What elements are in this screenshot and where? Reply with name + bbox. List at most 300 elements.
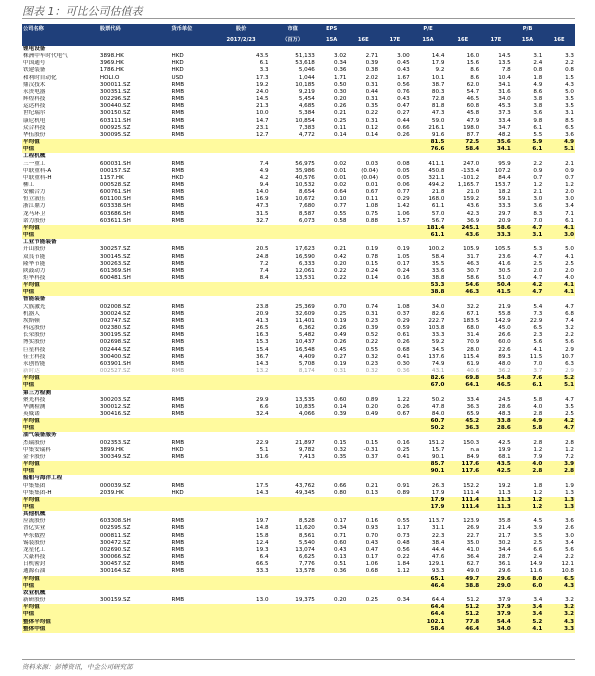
- table-cell: 1.08: [397, 303, 410, 310]
- table-cell: 41.3: [256, 317, 269, 324]
- table-cell: 0.05: [397, 174, 410, 181]
- table-cell: [480, 390, 512, 397]
- table-cell: 0.67: [365, 189, 379, 196]
- table-cell: 129.1: [428, 561, 445, 568]
- table-cell: 2.02: [365, 74, 379, 81]
- column-header: 17E: [379, 35, 411, 46]
- table-cell: [379, 239, 411, 246]
- table-cell: 0.31: [365, 81, 379, 88]
- table-cell: 0.26: [333, 339, 347, 346]
- table-cell: 12.7: [256, 131, 269, 138]
- table-cell: 26.5: [256, 325, 269, 332]
- table-cell: 4.9: [543, 139, 575, 146]
- table-cell: 5,482: [298, 332, 315, 339]
- table-cell: [480, 432, 512, 439]
- table-row: [22, 525, 575, 532]
- table-cell: RMB: [171, 597, 185, 604]
- table-cell: [171, 619, 213, 626]
- column-header: [379, 24, 411, 35]
- table-cell: 1.17: [397, 525, 410, 532]
- table-cell: 0.7: [565, 174, 574, 181]
- table-cell: [270, 511, 316, 518]
- table-cell: [171, 504, 213, 511]
- table-cell: 船舶与海洋工程: [23, 475, 63, 482]
- table-cell: [445, 390, 480, 397]
- table-cell: 28.7: [498, 554, 511, 561]
- table-cell: 300472.SZ: [99, 539, 131, 546]
- table-cell: RMB: [171, 167, 185, 174]
- table-cell: 181.4: [411, 225, 446, 232]
- table-cell: 7.9: [533, 453, 543, 460]
- table-cell: 中集集团: [23, 482, 46, 489]
- table-cell: 46.5: [480, 382, 512, 389]
- table-cell: HKD: [171, 174, 184, 181]
- table-cell: [411, 296, 446, 303]
- table-cell: 22.9: [529, 317, 543, 324]
- table-cell: 23.8: [256, 303, 269, 310]
- table-cell: 中值: [22, 583, 99, 590]
- table-cell: [316, 139, 348, 146]
- table-cell: 7.0: [533, 360, 543, 367]
- column-header: [171, 35, 213, 46]
- table-cell: 64.4: [411, 611, 446, 618]
- table-cell: 67.1: [466, 310, 480, 317]
- table-cell: 000039.SZ: [99, 482, 131, 489]
- table-cell: RMB: [171, 181, 185, 188]
- table-cell: 32.7: [256, 217, 269, 224]
- table-cell: 0.20: [333, 260, 347, 267]
- table-cell: [99, 418, 171, 425]
- table-row: [22, 67, 575, 74]
- table-cell: 600481.SH: [99, 275, 131, 281]
- table-cell: [379, 583, 411, 590]
- table-cell: 平均值: [22, 461, 99, 468]
- table-cell: [171, 382, 213, 389]
- table-cell: 4.5: [533, 518, 543, 525]
- table-cell: [316, 583, 348, 590]
- table-cell: [347, 475, 379, 482]
- table-cell: 0.27: [397, 110, 410, 117]
- table-cell: 603308.SH: [99, 518, 131, 525]
- section-row: [22, 153, 575, 160]
- table-cell: 其他机械: [23, 511, 46, 518]
- table-cell: 16.3: [256, 332, 269, 339]
- table-row: [22, 82, 575, 89]
- table-cell: 54.8: [480, 375, 512, 382]
- table-cell: 中值: [22, 504, 99, 511]
- table-cell: [171, 497, 213, 504]
- table-cell: [379, 497, 411, 504]
- table-cell: 6.1: [259, 60, 269, 67]
- table-cell: 601369.SH: [99, 267, 131, 274]
- table-cell: 87.7: [466, 131, 480, 138]
- table-cell: 17.3: [256, 74, 269, 81]
- table-cell: 3.5: [565, 96, 574, 103]
- table-cell: 0.49: [365, 410, 379, 417]
- table-cell: RMB: [171, 103, 185, 110]
- table-cell: [171, 475, 213, 482]
- table-cell: [411, 511, 446, 518]
- table-cell: 6.4: [259, 554, 269, 561]
- table-cell: [512, 511, 544, 518]
- table-cell: [512, 153, 544, 160]
- table-cell: 1.2: [533, 446, 543, 453]
- table-cell: 002595.SZ: [99, 525, 131, 532]
- table-cell: 76.6: [411, 146, 446, 153]
- table-cell: 34.0: [498, 96, 511, 103]
- table-cell: RMB: [171, 196, 185, 203]
- table-cell: 2.2: [533, 160, 543, 167]
- table-cell: 137.6: [428, 353, 445, 360]
- table-cell: 3.4: [565, 539, 574, 546]
- table-cell: 0.34: [333, 525, 347, 532]
- table-cell: [316, 382, 348, 389]
- table-cell: 58.4: [445, 146, 480, 153]
- table-cell: [512, 46, 544, 53]
- table-cell: [316, 511, 348, 518]
- table-cell: 30.5: [498, 267, 511, 274]
- table-cell: 2.5: [533, 539, 543, 546]
- table-cell: [411, 432, 446, 439]
- table-cell: RMB: [171, 131, 185, 138]
- table-cell: 0.55: [397, 518, 410, 525]
- table-cell: [379, 425, 411, 432]
- table-row: [22, 182, 575, 189]
- table-cell: 57.0: [431, 210, 445, 217]
- table-cell: 47.9: [466, 117, 480, 124]
- table-row: [22, 125, 575, 132]
- table-cell: [347, 232, 379, 239]
- column-header: 2017/2/23: [213, 35, 270, 46]
- table-cell: 7,413: [298, 453, 315, 460]
- table-cell: 11.3: [498, 489, 511, 496]
- table-cell: 84.0: [431, 410, 445, 417]
- table-cell: [411, 46, 446, 53]
- table-cell: 0.91: [397, 482, 410, 489]
- table-cell: [171, 146, 213, 153]
- table-cell: [171, 153, 213, 160]
- table-cell: 34.4: [498, 546, 511, 553]
- table-cell: [213, 225, 270, 232]
- table-cell: 0.68: [365, 568, 379, 575]
- table-cell: 运达科技: [23, 103, 46, 110]
- table-cell: 6.1: [533, 124, 543, 131]
- table-cell: 4.7: [565, 303, 574, 310]
- table-cell: [270, 375, 316, 382]
- table-cell: 0.29: [397, 317, 410, 324]
- table-cell: 42.5: [480, 468, 512, 475]
- table-cell: [270, 418, 316, 425]
- table-cell: [171, 375, 213, 382]
- table-cell: 0.39: [333, 410, 347, 417]
- table-cell: 6.3: [565, 360, 574, 367]
- table-cell: 7.0: [533, 217, 543, 224]
- table-row: [22, 53, 575, 60]
- table-cell: 0.34: [333, 60, 347, 67]
- table-cell: [99, 225, 171, 232]
- table-cell: 5.6: [533, 339, 543, 346]
- table-cell: 3.1: [512, 232, 544, 239]
- table-cell: 0.20: [333, 96, 347, 103]
- table-cell: 25,369: [295, 303, 315, 310]
- median-row: [22, 504, 575, 511]
- table-cell: 20.5: [256, 246, 269, 253]
- table-cell: [270, 390, 316, 397]
- column-header: 公司名称: [22, 24, 99, 35]
- table-cell: 3.3: [565, 53, 574, 60]
- table-cell: 杰瑞股份: [23, 439, 46, 446]
- table-cell: [171, 604, 213, 611]
- table-cell: 67.0: [411, 382, 446, 389]
- table-cell: [379, 146, 411, 153]
- table-cell: 3.6: [565, 518, 574, 525]
- table-cell: 53.3: [411, 282, 446, 289]
- table-cell: 0.24: [365, 267, 379, 274]
- table-cell: [445, 432, 480, 439]
- table-cell: 0.56: [397, 81, 410, 88]
- table-cell: 000811.SZ: [99, 532, 131, 539]
- table-cell: 152.2: [463, 482, 480, 489]
- table-cell: 21.8: [431, 189, 445, 196]
- table-cell: 2.9: [565, 368, 574, 375]
- table-cell: 0.76: [397, 88, 410, 95]
- table-cell: 90.1: [411, 468, 446, 475]
- table-cell: 0.13: [365, 489, 379, 496]
- table-row: [22, 254, 575, 261]
- table-cell: 4.0: [533, 403, 543, 410]
- table-cell: 14.5: [498, 53, 511, 60]
- table-cell: 8.4: [259, 275, 269, 281]
- table-row: [22, 75, 575, 82]
- table-cell: 0.60: [333, 396, 347, 403]
- table-cell: 6,073: [298, 217, 315, 224]
- table-cell: 大豪科技: [23, 554, 46, 561]
- table-cell: [99, 382, 171, 389]
- table-cell: 埃斯顿: [23, 317, 40, 324]
- table-cell: RMB: [171, 217, 185, 224]
- table-cell: 59.0: [431, 117, 445, 124]
- table-cell: 35.6: [480, 139, 512, 146]
- table-cell: 0.25: [397, 446, 410, 453]
- table-cell: [379, 418, 411, 425]
- table-cell: 开山股份: [23, 246, 46, 253]
- table-cell: HKD: [171, 53, 184, 60]
- table-cell: 0.01: [333, 174, 347, 181]
- table-cell: 603686.SH: [99, 210, 131, 217]
- column-header: 市值: [270, 24, 316, 35]
- table-cell: 50.2: [431, 396, 445, 403]
- table-cell: 300257.SZ: [99, 246, 131, 253]
- table-cell: 4.2: [512, 282, 544, 289]
- table-cell: [213, 504, 270, 511]
- table-cell: 0.31: [333, 368, 347, 375]
- table-cell: 107.2: [494, 167, 511, 174]
- table-cell: 0.39: [365, 325, 379, 332]
- median-row: [22, 611, 575, 618]
- table-cell: [347, 225, 379, 232]
- table-cell: [543, 239, 575, 246]
- table-cell: 5.1: [543, 146, 575, 153]
- table-cell: USD: [171, 74, 184, 81]
- table-cell: RMB: [171, 403, 185, 410]
- table-cell: [316, 46, 348, 53]
- table-cell: 0.32: [365, 353, 379, 360]
- table-cell: 4,772: [298, 131, 315, 138]
- table-cell: 中值: [22, 468, 99, 475]
- table-cell: 9.2: [435, 67, 445, 74]
- table-cell: 0.16: [397, 439, 410, 446]
- table-cell: 33.3: [480, 232, 512, 239]
- table-cell: 5.5: [533, 131, 543, 138]
- table-cell: 2.5: [565, 410, 574, 417]
- table-cell: 142.9: [494, 317, 511, 324]
- table-cell: 柳工: [23, 181, 35, 188]
- table-cell: 平均值: [22, 604, 99, 611]
- top-rule: [22, 18, 575, 19]
- table-cell: [213, 511, 270, 518]
- table-cell: 13,074: [295, 546, 315, 553]
- table-cell: 21,897: [295, 439, 315, 446]
- table-cell: 35.5: [431, 260, 445, 267]
- section-row: [22, 511, 575, 518]
- table-cell: [171, 511, 213, 518]
- table-cell: 0.17: [333, 518, 347, 525]
- table-cell: [171, 46, 213, 53]
- table-cell: 5.2: [512, 619, 544, 626]
- table-cell: [379, 296, 411, 303]
- table-cell: [270, 139, 316, 146]
- table-cell: 浙江鼎力: [23, 203, 46, 210]
- table-cell: 6.1: [512, 382, 544, 389]
- table-cell: 0.31: [365, 117, 379, 124]
- table-cell: 2.5: [533, 260, 543, 267]
- table-cell: 0.59: [397, 325, 410, 332]
- column-header: 15A: [316, 35, 348, 46]
- table-cell: [379, 289, 411, 296]
- table-cell: 0.22: [365, 339, 379, 346]
- table-cell: 34.0: [431, 303, 445, 310]
- table-cell: [213, 611, 270, 618]
- table-cell: RMB: [171, 410, 185, 417]
- table-cell: RMB: [171, 561, 185, 568]
- table-cell: 13,578: [295, 568, 315, 575]
- table-cell: 321.1: [428, 174, 445, 181]
- table-cell: 整体中值: [22, 626, 99, 633]
- table-cell: 0.47: [397, 103, 410, 110]
- table-cell: 300095.SZ: [99, 131, 131, 138]
- table-cell: 0.14: [365, 131, 379, 138]
- table-cell: 14.5: [256, 96, 269, 103]
- table-cell: 博实股份: [23, 339, 46, 346]
- table-cell: 0.43: [397, 67, 410, 74]
- table-cell: [213, 418, 270, 425]
- table-cell: [347, 626, 379, 633]
- table-row: [22, 447, 575, 454]
- table-cell: 0.19: [397, 246, 410, 253]
- table-cell: 6.5: [543, 576, 575, 583]
- table-cell: 45.2: [445, 418, 480, 425]
- table-cell: [213, 153, 270, 160]
- table-cell: 19.7: [256, 518, 269, 525]
- table-cell: 29.6: [498, 568, 511, 575]
- table-cell: [411, 475, 446, 482]
- table-cell: 2.2: [565, 60, 574, 67]
- table-cell: 1.06: [397, 210, 410, 217]
- table-cell: 4,685: [298, 103, 315, 110]
- table-cell: 3.3: [543, 626, 575, 633]
- table-cell: 36.7: [256, 353, 269, 360]
- table-cell: [213, 390, 270, 397]
- table-cell: 26.9: [466, 525, 480, 532]
- table-cell: 1.2: [565, 181, 574, 188]
- column-header: 货币单位: [171, 24, 213, 35]
- table-cell: 245.1: [445, 225, 480, 232]
- table-cell: [99, 475, 171, 482]
- table-cell: 43.5: [256, 53, 269, 60]
- table-cell: [445, 475, 480, 482]
- table-cell: [213, 590, 270, 597]
- table-cell: 49.0: [466, 568, 480, 575]
- table-cell: 33.3: [256, 568, 269, 575]
- table-cell: 0.45: [333, 346, 347, 353]
- table-cell: 大族激光: [23, 303, 46, 310]
- table-cell: 002690.SZ: [99, 546, 131, 553]
- table-cell: 21.4: [498, 525, 511, 532]
- table-cell: 43.5: [480, 461, 512, 468]
- table-row: [22, 311, 575, 318]
- table-cell: 11,401: [295, 317, 315, 324]
- table-cell: 16,548: [295, 346, 315, 353]
- table-cell: 8,654: [298, 189, 315, 196]
- table-cell: 37.9: [480, 604, 512, 611]
- table-cell: 23.1: [256, 124, 269, 131]
- table-cell: 30.2: [498, 539, 511, 546]
- table-cell: 华测检测: [23, 403, 46, 410]
- table-cell: 4.1: [543, 282, 575, 289]
- table-cell: RMB: [171, 525, 185, 532]
- table-cell: [316, 239, 348, 246]
- table-cell: 3898.HK: [99, 53, 124, 60]
- table-cell: 65.1: [411, 576, 446, 583]
- table-cell: 0.67: [397, 410, 410, 417]
- table-cell: [99, 296, 171, 303]
- table-cell: 33.3: [431, 332, 445, 339]
- table-row: [22, 554, 575, 561]
- table-cell: [543, 153, 575, 160]
- table-cell: 5.8: [533, 396, 543, 403]
- table-cell: 0.37: [397, 310, 410, 317]
- table-cell: 智能装备: [23, 296, 46, 303]
- table-cell: 81.8: [431, 103, 445, 110]
- table-cell: 0.22: [365, 110, 379, 117]
- section-row: [22, 390, 575, 397]
- table-cell: [347, 146, 379, 153]
- table-cell: RMB: [171, 453, 185, 460]
- table-cell: 0.16: [397, 275, 410, 281]
- table-cell: 19.9: [498, 446, 511, 453]
- table-cell: 2.0: [565, 267, 574, 274]
- table-cell: 100.2: [428, 246, 445, 253]
- table-cell: 300011.SZ: [99, 81, 131, 88]
- table-cell: 62.0: [466, 81, 480, 88]
- table-cell: 38.8: [411, 289, 446, 296]
- table-cell: 1.08: [365, 203, 379, 210]
- table-cell: 5.8: [512, 425, 544, 432]
- table-cell: 0.01: [333, 167, 347, 174]
- table-cell: 3.6: [533, 110, 543, 117]
- table-cell: 9.4: [259, 181, 269, 188]
- table-cell: 111.4: [463, 489, 480, 496]
